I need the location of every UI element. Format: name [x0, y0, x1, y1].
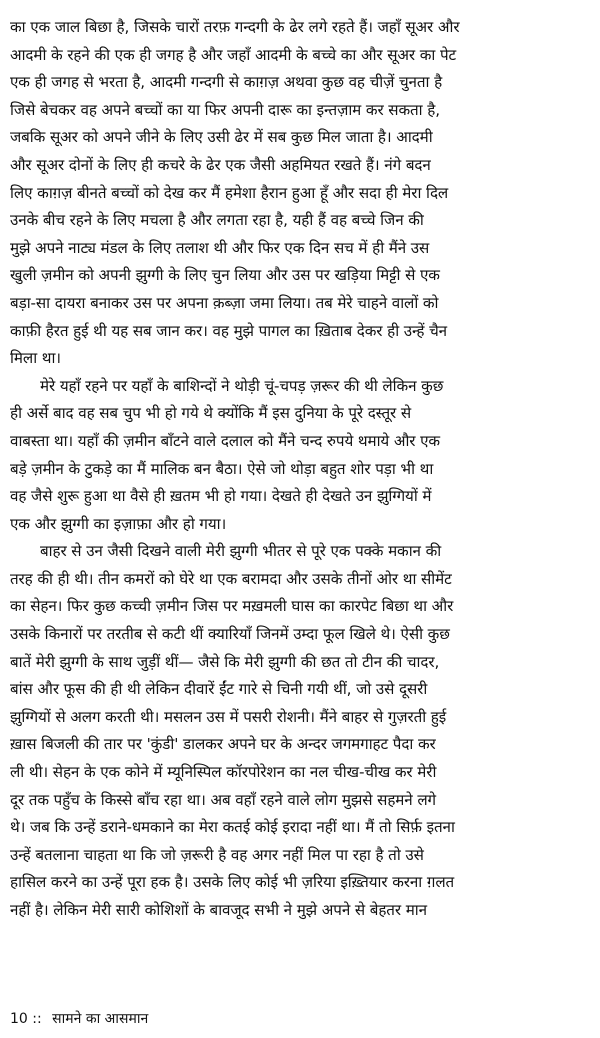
paragraph-1: [10, 14, 588, 373]
text-line: आदमी के रहने की एक ही जगह है और जहाँ आदमी के बच्चे का और सूअर का पेट: [10, 45, 457, 64]
paragraph-2: [10, 373, 588, 539]
text-line: खुली ज़मीन को अपनी झुग्गी के लिए चुन लिया और उस पर खड़िया मिट्टी से एक: [10, 266, 440, 285]
text-line: उसके किनारों पर तरतीब से कटी थीं क्यारियाँ जिनमें उम्दा फूल खिले थे। ऐसी कुछ: [10, 625, 450, 644]
footer-separator: ::: [32, 1011, 42, 1027]
text-line: थे। जब कि उन्हें डराने-धमकाने का मेरा कतई कोई इरादा नहीं था। मैं तो सिर्फ़ इतना: [10, 818, 455, 837]
text-line: दूर तक पहुँच के किस्से बाँच रहा था। अब वहाँ रहने वाले लोग मुझसे सहमने लगे: [10, 790, 436, 809]
text-line: का सेहन। फिर कुछ कच्ची ज़मीन जिस पर मख़मली घास का कारपेट बिछा था और: [10, 597, 454, 616]
text-line: बड़े ज़मीन के टुकड़े का मैं मालिक बन बैठा। ऐसे जो थोड़ा बहुत शोर पड़ा भी था: [10, 459, 434, 478]
text-line: लिए काग़ज़ बीनते बच्चों को देख कर मैं हमेशा हैरान हुआ हूँ और सदा ही मेरा दिल: [10, 183, 449, 202]
text-line: मेरे यहाँ रहने पर यहाँ के बाशिन्दों ने थोड़ी चूं-चपड़ ज़रूर की थी लेकिन कुछ: [40, 376, 444, 395]
text-line: मिला था।: [10, 349, 61, 368]
text-line: ही अर्से बाद वह सब चुप भी हो गये थे क्योंकि मैं इस दुनिया के पूरे दस्तूर से: [10, 404, 412, 423]
paragraph-3: [10, 538, 588, 924]
text-line: काफ़ी हैरत हुई थी यह सब जान कर। वह मुझे पागल का ख़िताब देकर ही उन्हें चैन: [10, 321, 447, 340]
page-number: 10: [10, 1011, 28, 1027]
text-line: और सूअर दोनों के लिए ही कचरे के ढेर एक जैसी अहमियत रखते हैं। नंगे बदन: [10, 155, 431, 174]
text-line: जबकि सूअर को अपने जीने के लिए उसी ढेर में सब कुछ मिल जाता है। आदमी: [10, 128, 433, 147]
text-line: जिसे बेचकर वह अपने बच्चों का या फिर अपनी दारू का इन्तज़ाम कर सकता है,: [10, 100, 440, 119]
book-title: सामने का आसमान: [52, 1011, 149, 1027]
text-line: बांस और फूस की ही थी लेकिन दीवारें ईंट गारे से चिनी गयी थीं, जो उसे दूसरी: [10, 680, 428, 699]
text-line: बड़ा-सा दायरा बनाकर उस पर अपना क़ब्ज़ा जमा लिया। तब मेरे चाहने वालों को: [10, 293, 439, 312]
text-line: का एक जाल बिछा है, जिसके चारों तरफ़ गन्दगी के ढेर लगे रहते हैं। जहाँ सूअर और: [10, 18, 460, 36]
text-line: मुझे अपने नाट्य मंडल के लिए तलाश थी और फिर एक दिन सच में ही मैंने उस: [10, 238, 430, 257]
text-line: वह जैसे शुरू हुआ था वैसे ही ख़तम भी हो गया। देखते ही देखते उन झुग्गियों में: [10, 487, 432, 506]
text-line: ख़ास बिजली की तार पर 'कुंडी' डालकर अपने घर के अन्दर जगमगाहट पैदा कर: [10, 735, 436, 754]
text-line: उनके बीच रहने के लिए मचला है और लगता रहा है, यही हैं वह बच्चे जिन की: [10, 211, 424, 230]
text-line: ली थी। सेहन के एक कोने में म्यूनिस्पिल कॉरपोरेशन का नल चीख-चीख कर मेरी: [10, 763, 437, 782]
text-line: एक ही जगह से भरता है, आदमी गन्दगी से काग़ज़ अथवा कुछ वह चीज़ें चुनता है: [10, 73, 443, 92]
page-footer: [10, 1009, 148, 1029]
text-line: नहीं है। लेकिन मेरी सारी कोशिशों के बावजूद सभी ने मुझे अपने से बेहतर मान: [10, 901, 427, 919]
text-line: बातें मेरी झुग्गी के साथ जुड़ीं थीं— जैसे कि मेरी झुग्गी की छत तो टीन की चादर,: [10, 652, 440, 671]
text-line: बाहर से उन जैसी दिखने वाली मेरी झुग्गी भीतर से पूरे एक पक्के मकान की: [40, 542, 442, 561]
text-line: तरह की ही थी। तीन कमरों को घेरे था एक बरामदा और उसके तीनों ओर था सीमेंट: [10, 569, 452, 588]
text-line: उन्हें बतलाना चाहता था कि जो ज़रूरी है वह अगर नहीं मिल पा रहा है तो उसे: [10, 845, 424, 864]
text-line: एक और झुग्गी का इज़ाफ़ा और हो गया।: [10, 514, 227, 533]
body-text: [10, 14, 588, 925]
text-line: झुग्गियों से अलग करती थी। मसलन उस में पसरी रोशनी। मैंने बाहर से गुज़रती हुई: [10, 707, 447, 726]
text-line: हासिल करने का उन्हें पूरा हक है। उसके लिए कोई भी ज़रिया इख़्तियार करना ग़लत: [10, 873, 455, 892]
text-line: वाबस्ता था। यहाँ की ज़मीन बाँटने वाले दलाल को मैंने चन्द रुपये थमाये और एक: [10, 431, 440, 450]
